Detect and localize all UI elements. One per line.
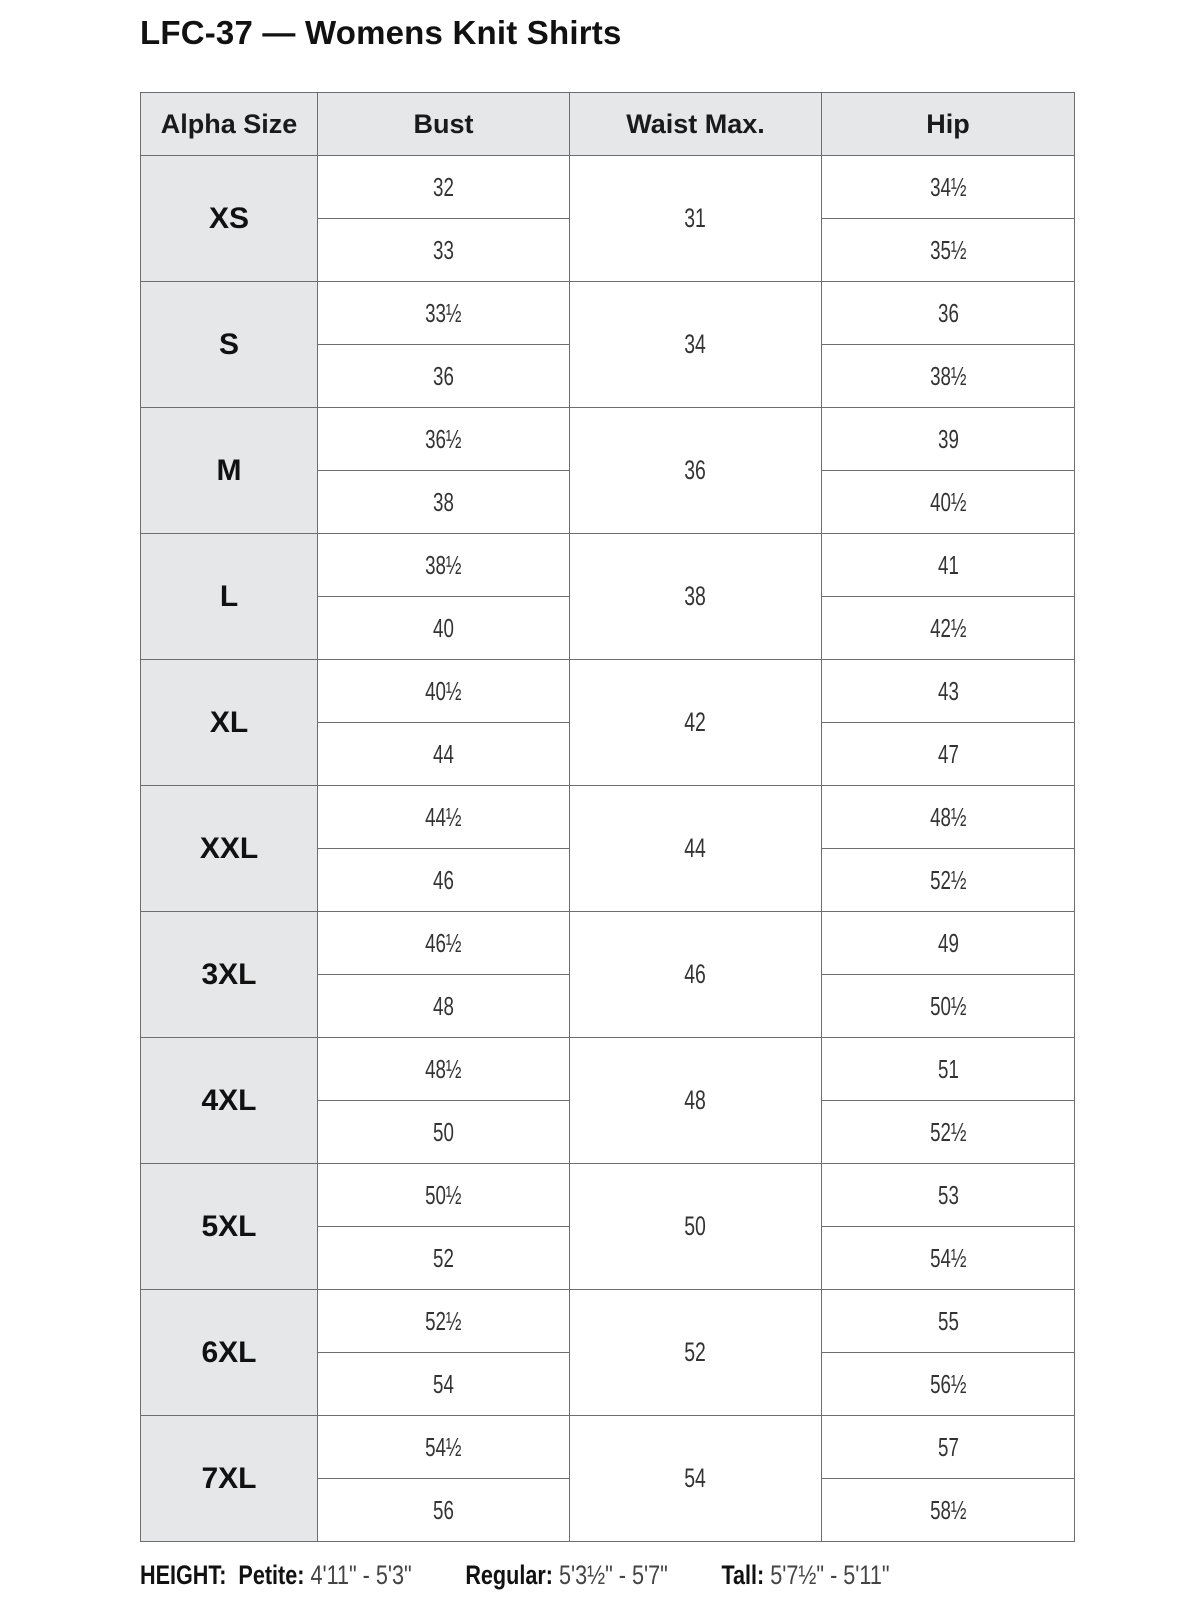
bust-cell: [318, 408, 570, 471]
waist-cell: [570, 156, 822, 282]
waist-cell-text: 50: [684, 1211, 707, 1241]
bust-cell-text: 36: [433, 360, 454, 391]
table-row: [141, 660, 1075, 723]
size-chart-body: [141, 156, 1075, 1542]
table-row: [141, 408, 1075, 471]
size-cell: 4XL: [141, 1038, 318, 1164]
waist-cell-text: 44: [684, 833, 707, 863]
bust-cell-text: 36½: [425, 423, 462, 454]
bust-cell-text: 50: [433, 1116, 454, 1147]
size-chart-table: [140, 92, 1075, 1542]
table-row: [141, 534, 1075, 597]
waist-cell: [570, 408, 822, 534]
waist-cell-text: 38: [684, 581, 707, 611]
regular-label: Regular:: [465, 1560, 553, 1590]
bust-cell-text: 40: [433, 612, 454, 643]
bust-cell-text: 52½: [425, 1305, 462, 1336]
header-hip: Hip: [822, 93, 1075, 156]
size-cell: 3XL: [141, 912, 318, 1038]
table-row: [141, 912, 1075, 975]
bust-cell-text: 33: [433, 234, 454, 265]
bust-cell-text: 54½: [425, 1431, 462, 1462]
hip-cell: [822, 1416, 1075, 1479]
waist-cell-text: 42: [684, 707, 707, 737]
size-cell: 5XL: [141, 1164, 318, 1290]
hip-cell: [822, 597, 1075, 660]
bust-cell: [318, 219, 570, 282]
bust-cell: [318, 597, 570, 660]
table-row: [141, 1290, 1075, 1353]
header-waist-max: Waist Max.: [570, 93, 822, 156]
header-bust: Bust: [318, 93, 570, 156]
bust-cell: [318, 912, 570, 975]
height-label: HEIGHT:: [140, 1560, 227, 1590]
size-cell: XS: [141, 156, 318, 282]
bust-cell: [318, 282, 570, 345]
waist-cell: [570, 1416, 822, 1542]
table-row: [141, 786, 1075, 849]
petite-value: 4'11" - 5'3": [310, 1560, 412, 1590]
hip-cell-text: 41: [937, 549, 959, 580]
hip-cell-text: 39: [937, 423, 959, 454]
hip-cell-text: 38½: [929, 360, 967, 391]
tall-value: 5'7½" - 5'11": [770, 1560, 890, 1590]
table-row: [141, 1164, 1075, 1227]
table-row: [141, 1038, 1075, 1101]
bust-cell: [318, 471, 570, 534]
bust-cell-text: 50½: [425, 1179, 462, 1210]
size-cell: XL: [141, 660, 318, 786]
bust-cell: [318, 1290, 570, 1353]
hip-cell-text: 40½: [929, 486, 967, 517]
hip-cell: [822, 1479, 1075, 1542]
bust-cell: [318, 1479, 570, 1542]
size-cell: L: [141, 534, 318, 660]
tall-label: Tall:: [721, 1560, 765, 1590]
table-row: [141, 282, 1075, 345]
bust-cell: [318, 345, 570, 408]
hip-cell-text: 58½: [929, 1494, 967, 1525]
waist-cell: [570, 1164, 822, 1290]
size-cell: 7XL: [141, 1416, 318, 1542]
size-cell: S: [141, 282, 318, 408]
hip-cell-text: 43: [937, 675, 959, 706]
size-cell: M: [141, 408, 318, 534]
petite-label: Petite:: [238, 1560, 305, 1590]
header-alpha-size: Alpha Size: [141, 93, 318, 156]
bust-cell: [318, 1416, 570, 1479]
waist-cell: [570, 534, 822, 660]
waist-cell-text: 48: [684, 1085, 707, 1115]
height-footer: [140, 1560, 890, 1594]
bust-cell-text: 52: [433, 1242, 454, 1273]
bust-cell-text: 48½: [425, 1053, 462, 1084]
hip-cell-text: 54½: [929, 1242, 967, 1273]
hip-cell-text: 52½: [929, 864, 967, 895]
hip-cell-text: 53: [937, 1179, 959, 1210]
bust-cell-text: 48: [433, 990, 454, 1021]
hip-cell-text: 36: [937, 297, 959, 328]
waist-cell-text: 36: [684, 455, 707, 485]
bust-cell: [318, 156, 570, 219]
hip-cell: [822, 534, 1075, 597]
hip-cell: [822, 282, 1075, 345]
bust-cell-text: 56: [433, 1494, 454, 1525]
hip-cell: [822, 1164, 1075, 1227]
bust-cell: [318, 534, 570, 597]
hip-cell-text: 48½: [929, 801, 967, 832]
hip-cell-text: 57: [937, 1431, 959, 1462]
hip-cell: [822, 219, 1075, 282]
waist-cell-text: 54: [684, 1463, 707, 1493]
hip-cell-text: 35½: [929, 234, 967, 265]
waist-cell-text: 46: [684, 959, 707, 989]
hip-cell: [822, 975, 1075, 1038]
hip-cell: [822, 1227, 1075, 1290]
hip-cell: [822, 912, 1075, 975]
header-row: [141, 93, 1075, 156]
hip-cell: [822, 156, 1075, 219]
waist-cell: [570, 660, 822, 786]
bust-cell-text: 46: [433, 864, 454, 895]
waist-cell: [570, 282, 822, 408]
hip-cell-text: 49: [937, 927, 959, 958]
bust-cell: [318, 1101, 570, 1164]
hip-cell: [822, 471, 1075, 534]
hip-cell: [822, 723, 1075, 786]
hip-cell-text: 47: [937, 738, 959, 769]
bust-cell: [318, 849, 570, 912]
bust-cell: [318, 660, 570, 723]
waist-cell: [570, 1290, 822, 1416]
bust-cell: [318, 1353, 570, 1416]
bust-cell-text: 44½: [425, 801, 462, 832]
bust-cell-text: 32: [433, 171, 454, 202]
bust-cell-text: 44: [433, 738, 454, 769]
hip-cell: [822, 345, 1075, 408]
waist-cell: [570, 1038, 822, 1164]
bust-cell: [318, 1227, 570, 1290]
page-title: LFC-37 — Womens Knit Shirts: [140, 14, 622, 51]
hip-cell-text: 51: [937, 1053, 959, 1084]
hip-cell: [822, 1038, 1075, 1101]
hip-cell-text: 55: [937, 1305, 959, 1336]
size-cell: 6XL: [141, 1290, 318, 1416]
waist-cell: [570, 912, 822, 1038]
bust-cell-text: 38½: [425, 549, 462, 580]
bust-cell-text: 46½: [425, 927, 462, 958]
table-row: [141, 1416, 1075, 1479]
bust-cell: [318, 975, 570, 1038]
hip-cell-text: 42½: [929, 612, 967, 643]
hip-cell: [822, 408, 1075, 471]
size-cell: XXL: [141, 786, 318, 912]
bust-cell: [318, 1164, 570, 1227]
table-row: [141, 156, 1075, 219]
waist-cell-text: 52: [684, 1337, 707, 1367]
bust-cell: [318, 1038, 570, 1101]
hip-cell-text: 50½: [929, 990, 967, 1021]
hip-cell-text: 34½: [929, 171, 967, 202]
hip-cell: [822, 1290, 1075, 1353]
bust-cell-text: 54: [433, 1368, 454, 1399]
waist-cell-text: 31: [684, 203, 707, 233]
hip-cell: [822, 849, 1075, 912]
hip-cell: [822, 1353, 1075, 1416]
hip-cell-text: 56½: [929, 1368, 967, 1399]
bust-cell-text: 33½: [425, 297, 462, 328]
bust-cell: [318, 786, 570, 849]
hip-cell: [822, 786, 1075, 849]
regular-value: 5'3½" - 5'7": [558, 1560, 668, 1590]
hip-cell: [822, 660, 1075, 723]
hip-cell: [822, 1101, 1075, 1164]
bust-cell-text: 38: [433, 486, 454, 517]
waist-cell-text: 34: [684, 329, 707, 359]
waist-cell: [570, 786, 822, 912]
bust-cell-text: 40½: [425, 675, 462, 706]
bust-cell: [318, 723, 570, 786]
hip-cell-text: 52½: [929, 1116, 967, 1147]
